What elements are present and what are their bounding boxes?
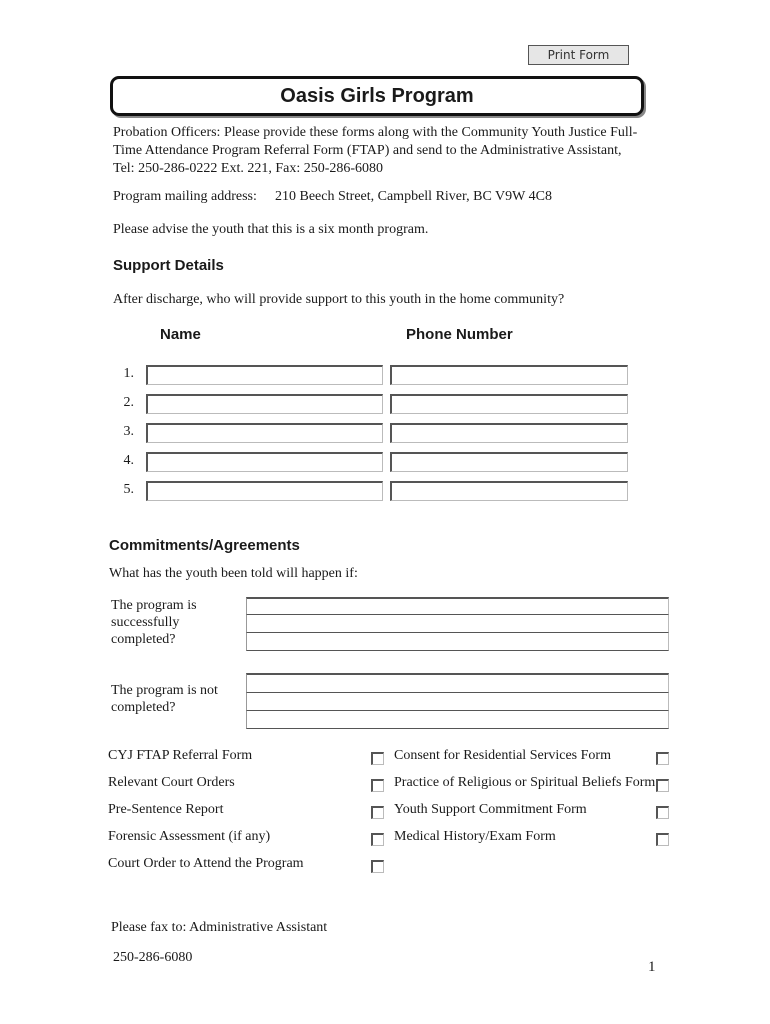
support-phone-input-4[interactable]	[390, 452, 628, 472]
fax-number: 250-286-6080	[113, 950, 193, 965]
support-name-input-2[interactable]	[146, 394, 383, 414]
checklist-label: Medical History/Exam Form	[394, 829, 556, 844]
completed-label	[111, 597, 197, 648]
checklist-label: Youth Support Commitment Form	[394, 802, 587, 817]
completed-answer-line-2[interactable]	[246, 615, 669, 633]
not-completed-answer-line-1[interactable]	[246, 673, 669, 693]
page-title: Oasis Girls Program	[280, 85, 474, 107]
youth-support-commitment-checkbox[interactable]	[656, 806, 669, 819]
religious-beliefs-checkbox[interactable]	[656, 779, 669, 792]
support-phone-input-1[interactable]	[390, 365, 628, 385]
support-phone-input-2[interactable]	[390, 394, 628, 414]
pre-sentence-report-checkbox[interactable]	[371, 806, 384, 819]
checklist-label: Forensic Assessment (if any)	[108, 829, 271, 844]
not-completed-label-line: The program is not	[111, 683, 218, 698]
checklist-label: CYJ FTAP Referral Form	[108, 748, 253, 763]
forensic-assessment-checkbox[interactable]	[371, 833, 384, 846]
row-number: 1.	[123, 366, 134, 381]
print-form-button[interactable]: Print Form	[528, 45, 629, 65]
support-phone-input-5[interactable]	[390, 481, 628, 501]
completed-label-line: successfully	[111, 615, 180, 630]
not-completed-answer-line-3[interactable]	[246, 711, 669, 729]
checklist-label: Relevant Court Orders	[108, 775, 235, 790]
commitments-heading: Commitments/Agreements	[109, 537, 300, 554]
row-number: 2.	[123, 395, 134, 410]
intro-paragraph	[113, 124, 653, 178]
completed-answer-line-3[interactable]	[246, 633, 669, 651]
fax-to-line: Please fax to: Administrative Assistant	[111, 920, 328, 935]
completed-label-line: The program is	[111, 598, 197, 613]
support-question: After discharge, who will provide support to this youth in the home community?	[113, 292, 565, 307]
phone-column-header: Phone Number	[406, 326, 513, 343]
support-name-input-3[interactable]	[146, 423, 383, 443]
mailing-address: 210 Beech Street, Campbell River, BC V9W 4C8	[275, 189, 552, 204]
not-completed-label	[111, 682, 218, 716]
medical-history-checkbox[interactable]	[656, 833, 669, 846]
name-column-header: Name	[160, 326, 201, 343]
page-number: 1	[648, 959, 656, 975]
support-phone-input-3[interactable]	[390, 423, 628, 443]
support-name-input-1[interactable]	[146, 365, 383, 385]
checklist-label: Court Order to Attend the Program	[108, 856, 304, 871]
commitments-question: What has the youth been told will happen if:	[109, 566, 358, 581]
relevant-court-orders-checkbox[interactable]	[371, 779, 384, 792]
intro-line-3: Tel: 250-286-0222 Ext. 221, Fax: 250-286-6080	[113, 161, 384, 176]
mailing-label: Program mailing address:	[113, 189, 257, 204]
title-box	[110, 76, 644, 116]
not-completed-answer-line-2[interactable]	[246, 693, 669, 711]
completed-label-line: completed?	[111, 632, 176, 647]
checklist-label: Practice of Religious or Spiritual Beliefs Form	[394, 775, 656, 790]
cyj-ftap-referral-checkbox[interactable]	[371, 752, 384, 765]
completed-answer-line-1[interactable]	[246, 597, 669, 615]
support-name-input-4[interactable]	[146, 452, 383, 472]
row-number: 5.	[123, 482, 134, 497]
intro-line-1: Probation Officers: Please provide these forms along with the Community Youth Justice Full-	[113, 125, 638, 140]
six-month-note: Please advise the youth that this is a six month program.	[113, 222, 429, 237]
intro-line-2: Time Attendance Program Referral Form (FTAP) and send to the Administrative Assistant,	[113, 143, 622, 158]
consent-residential-checkbox[interactable]	[656, 752, 669, 765]
court-order-attend-checkbox[interactable]	[371, 860, 384, 873]
row-number: 4.	[123, 453, 134, 468]
row-number: 3.	[123, 424, 134, 439]
checklist-label: Pre-Sentence Report	[108, 802, 224, 817]
support-details-heading: Support Details	[113, 257, 224, 274]
support-name-input-5[interactable]	[146, 481, 383, 501]
checklist-label: Consent for Residential Services Form	[394, 748, 611, 763]
not-completed-label-line: completed?	[111, 700, 176, 715]
